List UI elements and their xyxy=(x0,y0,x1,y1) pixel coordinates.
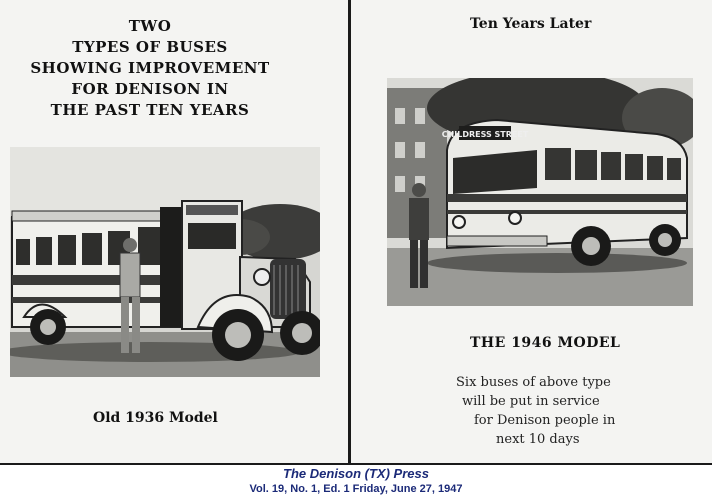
bus-1936-illustration xyxy=(10,147,320,377)
body-line: for Denison people in xyxy=(474,413,616,428)
right-subhead: Ten Years Later xyxy=(470,16,592,32)
bus-1946-illustration xyxy=(387,78,693,306)
column-divider xyxy=(348,0,351,463)
right-caption: THE 1946 MODEL xyxy=(470,335,621,351)
headline-line: THE PAST TEN YEARS xyxy=(50,101,250,119)
source-footer xyxy=(0,466,712,496)
left-caption: Old 1936 Model xyxy=(93,410,218,426)
destination-sign: CHILDRESS STREET xyxy=(441,130,529,139)
headline-line: TWO xyxy=(128,17,172,35)
body-line: Six buses of above type xyxy=(456,375,611,390)
bottom-rule xyxy=(0,463,712,465)
headline-line: SHOWING IMPROVEMENT xyxy=(30,59,270,77)
headline-line: FOR DENISON IN xyxy=(71,80,229,98)
left-headline xyxy=(30,16,270,121)
headline-line: TYPES OF BUSES xyxy=(72,38,228,56)
body-line: next 10 days xyxy=(496,432,580,447)
photo-1946-bus xyxy=(387,78,693,306)
footer-subtitle: Vol. 19, No. 1, Ed. 1 Friday, June 27, 1947 xyxy=(249,483,463,495)
photo-1936-bus xyxy=(10,147,320,377)
body-line: will be put in service xyxy=(462,394,600,409)
footer-title: The Denison (TX) Press xyxy=(283,466,429,481)
right-body-text xyxy=(444,373,644,449)
